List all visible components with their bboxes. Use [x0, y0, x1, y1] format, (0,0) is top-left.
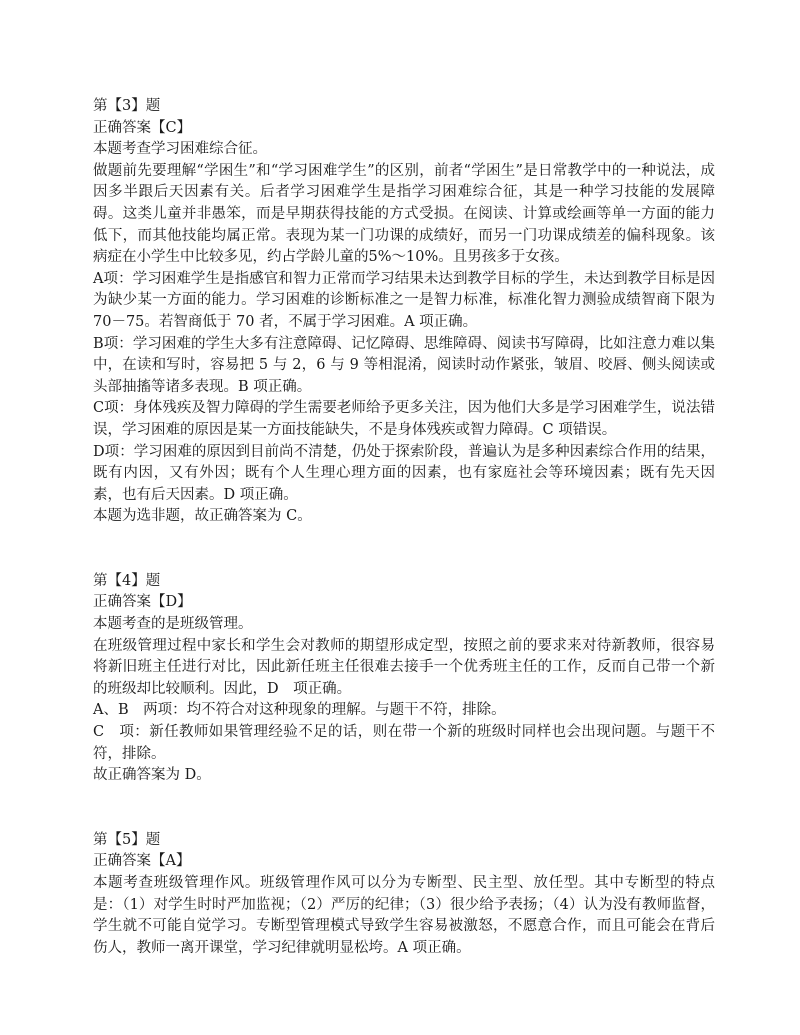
- question-title: 第【3】题: [93, 98, 161, 114]
- explanation-line: B项：学习困难的学生大多有注意障碍、记忆障碍、思维障碍、阅读书写障碍，比如注意力难以集中，在读和写时，容易把 5 与 2，6 与 9 等相混淆，阅读时动作紧张，皱眉、咬唇、侧头阅读或头部抽搐等诸多表现。B 项正确。: [93, 335, 715, 395]
- explanation-line: 本题考查班级管理作风。班级管理作风可以分为专断型、民主型、放任型。其中专断型的特点是：（1）对学生时时严加监视；（2）严厉的纪律；（3）很少给予表扬；（4）认为没有教师监督，学生就不可能自觉学习。专断型管理模式导致学生容易被激怒，不愿意合作，而且可能会在背后伤人，教师一离开课堂，学习纪律就明显松垮。A 项正确。: [93, 875, 715, 956]
- question-section-4: [93, 571, 715, 787]
- correct-answer: 正确答案【A】: [93, 853, 191, 870]
- question-section-5: [93, 830, 715, 960]
- correct-answer: 正确答案【D】: [93, 594, 192, 611]
- explanation-line: C项：身体残疾及智力障碍的学生需要老师给予更多关注，因为他们大多是学习困难学生，说法错误，学习困难的原因是某一方面技能缺失，不是身体残疾或智力障碍。C 项错误。: [93, 400, 715, 438]
- question-title: 第【5】题: [93, 831, 161, 848]
- conclusion-line: 本题为选非题，故正确答案为 C。: [93, 508, 312, 525]
- explanation-line: A项：学习困难学生是指感官和智力正常而学习结果未达到教学目标的学生，未达到教学目标是因为缺少某一方面的能力。学习困难的诊断标准之一是智力标准，标准化智力测验成绩智商下限为 70－75。若智商低于 70 者，不属于学习困难。A 项正确。: [93, 270, 715, 330]
- explanation-line: C 项：新任教师如果管理经验不足的话，则在带一个新的班级时同样也会出现问题。与题干不符，排除。: [93, 724, 715, 762]
- question-title: 第【4】题: [93, 572, 161, 589]
- explanation-line: 做题前先要理解“学困生”和“学习困难学生”的区别，前者“学困生”是日常教学中的一种说法，成因多半跟后天因素有关。后者学习困难学生是指学习困难综合征，其是一种学习技能的发展障碍。这类儿童并非愚笨，而是早期获得技能的方式受损。在阅读、计算或绘画等单一方面的能力低下，而其他技能均属正常。表现为某一门功课的成绩好，而另一门功课成绩差的偏科现象。该病症在小学生中比较多见，约占学龄儿童的5%～10%。且男孩多于女孩。: [93, 162, 715, 266]
- explanation-line: D项：学习困难的原因到目前尚不清楚，仍处于探索阶段，普遍认为是多种因素综合作用的结果，既有内因，又有外因；既有个人生理心理方面的因素，也有家庭社会等环境因素；既有先天因素，也有后天因素。D 项正确。: [93, 443, 715, 503]
- correct-answer: 正确答案【C】: [93, 119, 192, 136]
- conclusion-line: 故正确答案为 D。: [93, 767, 211, 784]
- document-page: [93, 96, 715, 959]
- explanation-line: 在班级管理过程中家长和学生会对教师的期望形成定型，按照之前的要求来对待新教师，很容易将新旧班主任进行对比，因此新任班主任很难去接手一个优秀班主任的工作，反而自己带一个新的班级却比较顺利。因此，D 项正确。: [93, 637, 715, 697]
- question-section-3: [93, 96, 715, 528]
- explanation-line: A、B 两项：均不符合对这种现象的理解。与题干不符，排除。: [93, 702, 506, 719]
- explanation-line: 本题考查的是班级管理。: [93, 616, 253, 633]
- explanation-line: 本题考查学习困难综合征。: [93, 141, 267, 158]
